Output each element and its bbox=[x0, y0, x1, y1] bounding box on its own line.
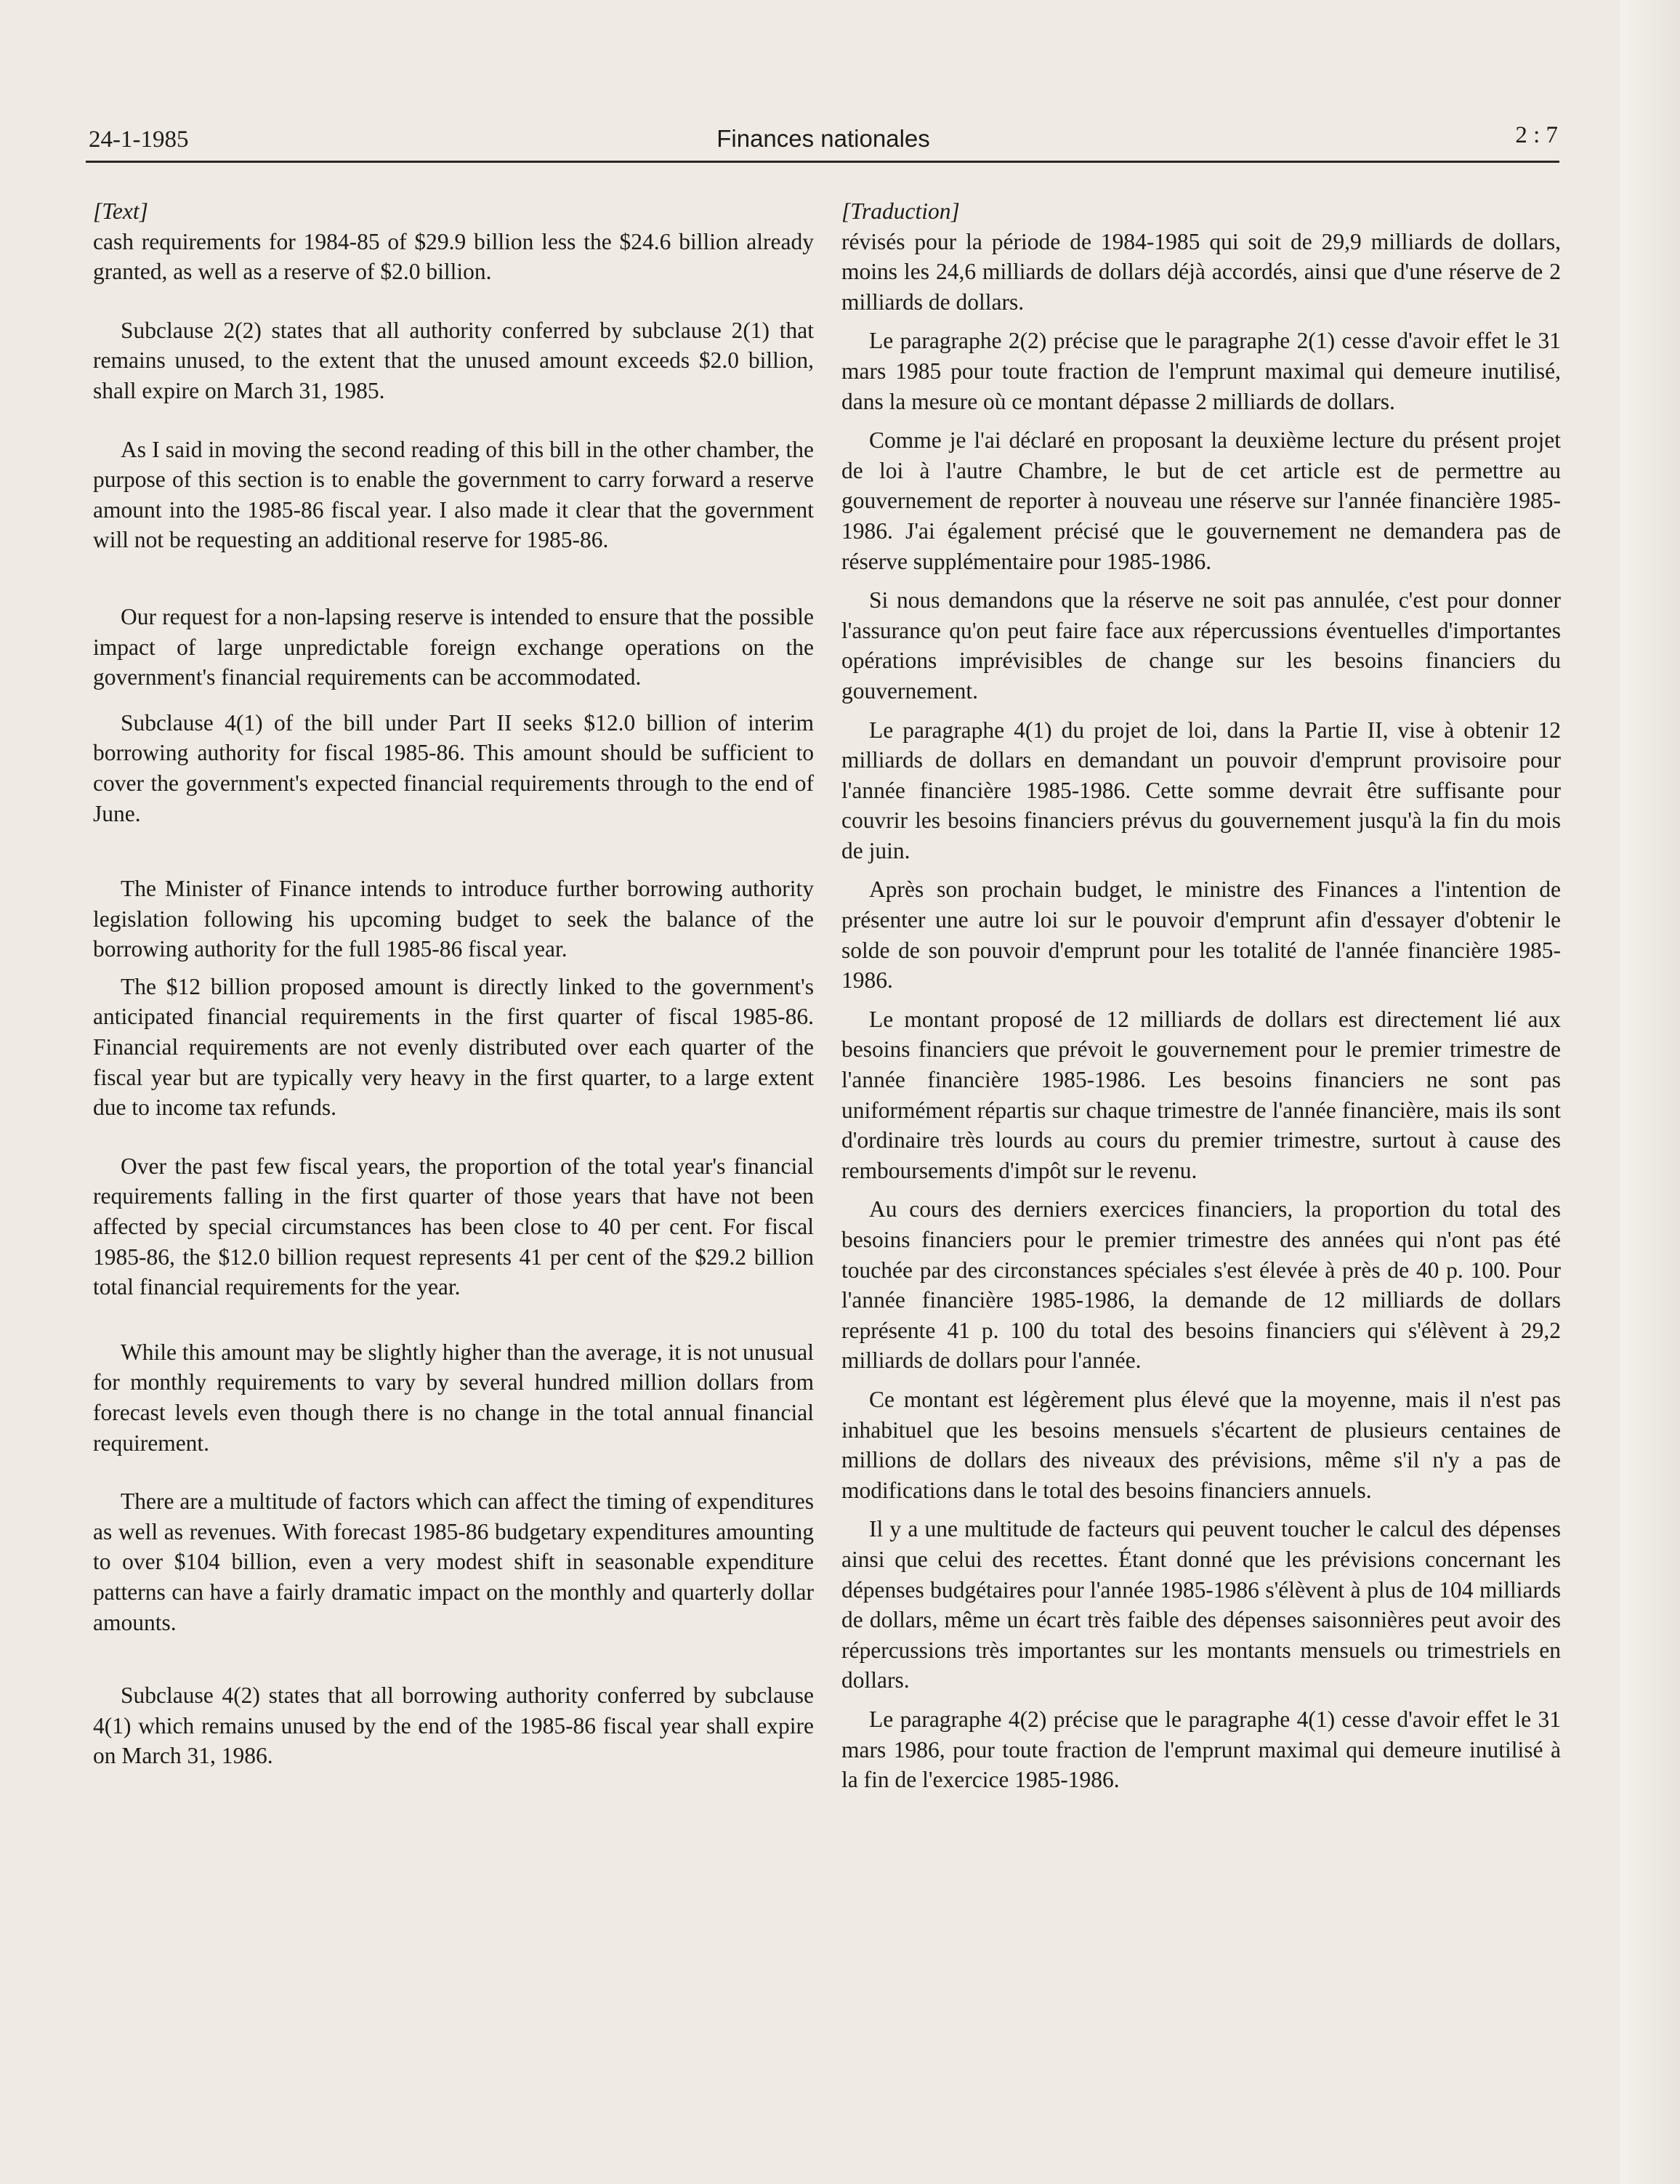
paragraph: Comme je l'ai déclaré en proposant la deuxième lecture du présent projet de loi à l'autre Chambre, le but de cet article est de permettre au gouvernement de reporter à nouveau une réserve sur l'année financière 1985-1986. J'ai également précisé que le gouvernement ne demandera pas de réserve supplémentaire pour 1985-1986. bbox=[841, 427, 1561, 574]
paragraph: Il y a une multitude de facteurs qui peuvent toucher le calcul des dépenses ainsi que celui des recettes. Étant donné que les prévisions concernant les dépenses budgétaires pour l'année 1985-1986 s'élèvent à plus de 104 milliards de dollars, même un écart très faible des dépenses saisonnières peut avoir des répercussions très importantes sur les montants mensuels ou trimestriels en dollars. bbox=[841, 1516, 1561, 1693]
english-column bbox=[93, 196, 814, 1771]
paragraph: Au cours des derniers exercices financiers, la proportion du total des besoins financiers pour le premier trimestre des années qui n'ont pas été touchée par des circonstances spéciales s'est élevée à près de 40 p. 100. Pour l'année financière 1985-1986, la demande de 12 milliards de dollars représente 41 p. 100 du total des besoins financiers qui s'élèvent à 29,2 milliards de dollars pour l'année. bbox=[841, 1196, 1561, 1374]
column-label-english: [Text] bbox=[93, 198, 148, 224]
french-column bbox=[841, 196, 1561, 1795]
paragraph: Après son prochain budget, le ministre des Finances a l'intention de présenter une autre loi sur le pouvoir d'emprunt afin d'essayer d'obtenir le solde de son pouvoir d'emprunt pour les totalité de l'année financière 1985-1986. bbox=[841, 877, 1561, 994]
column-label-french: [Traduction] bbox=[841, 198, 960, 224]
paragraph: There are a multitude of factors which can affect the timing of expenditures as well as revenues. With forecast 1985-86 budgetary expenditures amounting to over $104 billion, even a very modest shift in seasonable expenditure patterns can have a fairly dramatic impact on the monthly and quarterly dollar amounts. bbox=[93, 1488, 814, 1635]
paragraph: Ce montant est légèrement plus élevé que la moyenne, mais il n'est pas inhabituel que les besoins mensuels s'écartent de plusieurs centaines de millions de dollars des niveaux des prévisions, même s'il n'y a pas de modifications dans le total des besoins financiers annuels. bbox=[841, 1386, 1561, 1503]
page-header bbox=[89, 122, 1558, 157]
paragraph: Si nous demandons que la réserve ne soit pas annulée, c'est pour donner l'assurance qu'on peut faire face aux répercussions éventuelles d'importantes opérations imprévisibles de change sur les besoins financiers du gouvernement. bbox=[841, 587, 1561, 704]
paragraph: cash requirements for 1984-85 of $29.9 billion less the $24.6 billion already granted, as well as a reserve of $2.0 billion. bbox=[93, 228, 814, 285]
header-rule bbox=[86, 161, 1559, 163]
paragraph: révisés pour la période de 1984-1985 qui soit de 29,9 milliards de dollars, moins les 24,6 milliards de dollars déjà accordés, ainsi que d'une réserve de 2 milliards de dollars. bbox=[841, 228, 1561, 315]
paragraph: Over the past few fiscal years, the proportion of the total year's financial requirements falling in the first quarter of those years that have not been affected by special circumstances has been close to 40 per cent. For fiscal 1985-86, the $12.0 billion request represents 41 per cent of the $29.2 billion total financial requirements for the year. bbox=[93, 1153, 814, 1300]
paragraph: As I said in moving the second reading of this bill in the other chamber, the purpose of this section is to enable the government to carry forward a reserve amount into the 1985-86 fiscal year. I also made it clear that the government will not be requesting an additional reserve for 1985-86. bbox=[93, 436, 814, 553]
paragraph: Subclause 2(2) states that all authority conferred by subclause 2(1) that remains unused, to the extent that the unused amount exceeds $2.0 billion, shall expire on March 31, 1985. bbox=[93, 317, 814, 403]
header-page-number: 2 : 7 bbox=[1515, 122, 1558, 148]
paragraph: The Minister of Finance intends to introduce further borrowing authority legislation following his upcoming budget to seek the balance of the borrowing authority for the full 1985-86 fiscal year. bbox=[93, 876, 814, 962]
paragraph: The $12 billion proposed amount is directly linked to the government's anticipated financial requirements in the first quarter of fiscal 1985-86. Financial requirements are not evenly distributed over each quarter of the fiscal year but are typically very heavy in the first quarter, to a large extent due to income tax refunds. bbox=[93, 973, 814, 1121]
page-edge bbox=[1620, 0, 1680, 2184]
paragraph: Our request for a non-lapsing reserve is intended to ensure that the possible impact of large unpredictable foreign exchange operations on the government's financial requirements can be accommodated. bbox=[93, 603, 814, 690]
paragraph: Subclause 4(2) states that all borrowing authority conferred by subclause 4(1) which remains unused by the end of the 1985-86 fiscal year shall expire on March 31, 1986. bbox=[93, 1683, 814, 1769]
header-date: 24-1-1985 bbox=[89, 126, 189, 153]
header-title: Finances nationales bbox=[716, 125, 930, 152]
paragraph: While this amount may be slightly higher than the average, it is not unusual for monthly requirements to vary by several hundred million dollars from forecast levels even though there is no change in the total annual financial requirement. bbox=[93, 1339, 814, 1456]
paragraph: Le montant proposé de 12 milliards de dollars est directement lié aux besoins financiers que prévoit le gouvernement pour le premier trimestre de l'année financière 1985-1986. Les besoins financiers ne sont pas uniformément répartis sur chaque trimestre de l'année financière, mais ils sont d'ordinaire très lourds au cours du premier trimestre, surtout à cause des remboursements d'impôt sur le revenu. bbox=[841, 1006, 1561, 1183]
paragraph: Subclause 4(1) of the bill under Part II seeks $12.0 billion of interim borrowing authority for fiscal 1985-86. This amount should be sufficient to cover the government's expected financial requirements through to the end of June. bbox=[93, 709, 814, 826]
paragraph: Le paragraphe 2(2) précise que le paragraphe 2(1) cesse d'avoir effet le 31 mars 1985 pour toute fraction de l'emprunt maximal qui demeure inutilisé, dans la mesure où ce montant dépasse 2 milliards de dollars. bbox=[841, 328, 1561, 414]
paragraph: Le paragraphe 4(2) précise que le paragraphe 4(1) cesse d'avoir effet le 31 mars 1986, pour toute fraction de l'emprunt maximal qui demeure inutilisé à la fin de l'exercice 1985-1986. bbox=[841, 1706, 1561, 1793]
paragraph: Le paragraphe 4(1) du projet de loi, dans la Partie II, vise à obtenir 12 milliards de dollars en demandant un pouvoir d'emprunt provisoire pour l'année financière 1985-1986. Cette somme devrait être suffisante pour couvrir les besoins financiers prévus du gouvernement jusqu'à la fin du mois de juin. bbox=[841, 717, 1561, 863]
